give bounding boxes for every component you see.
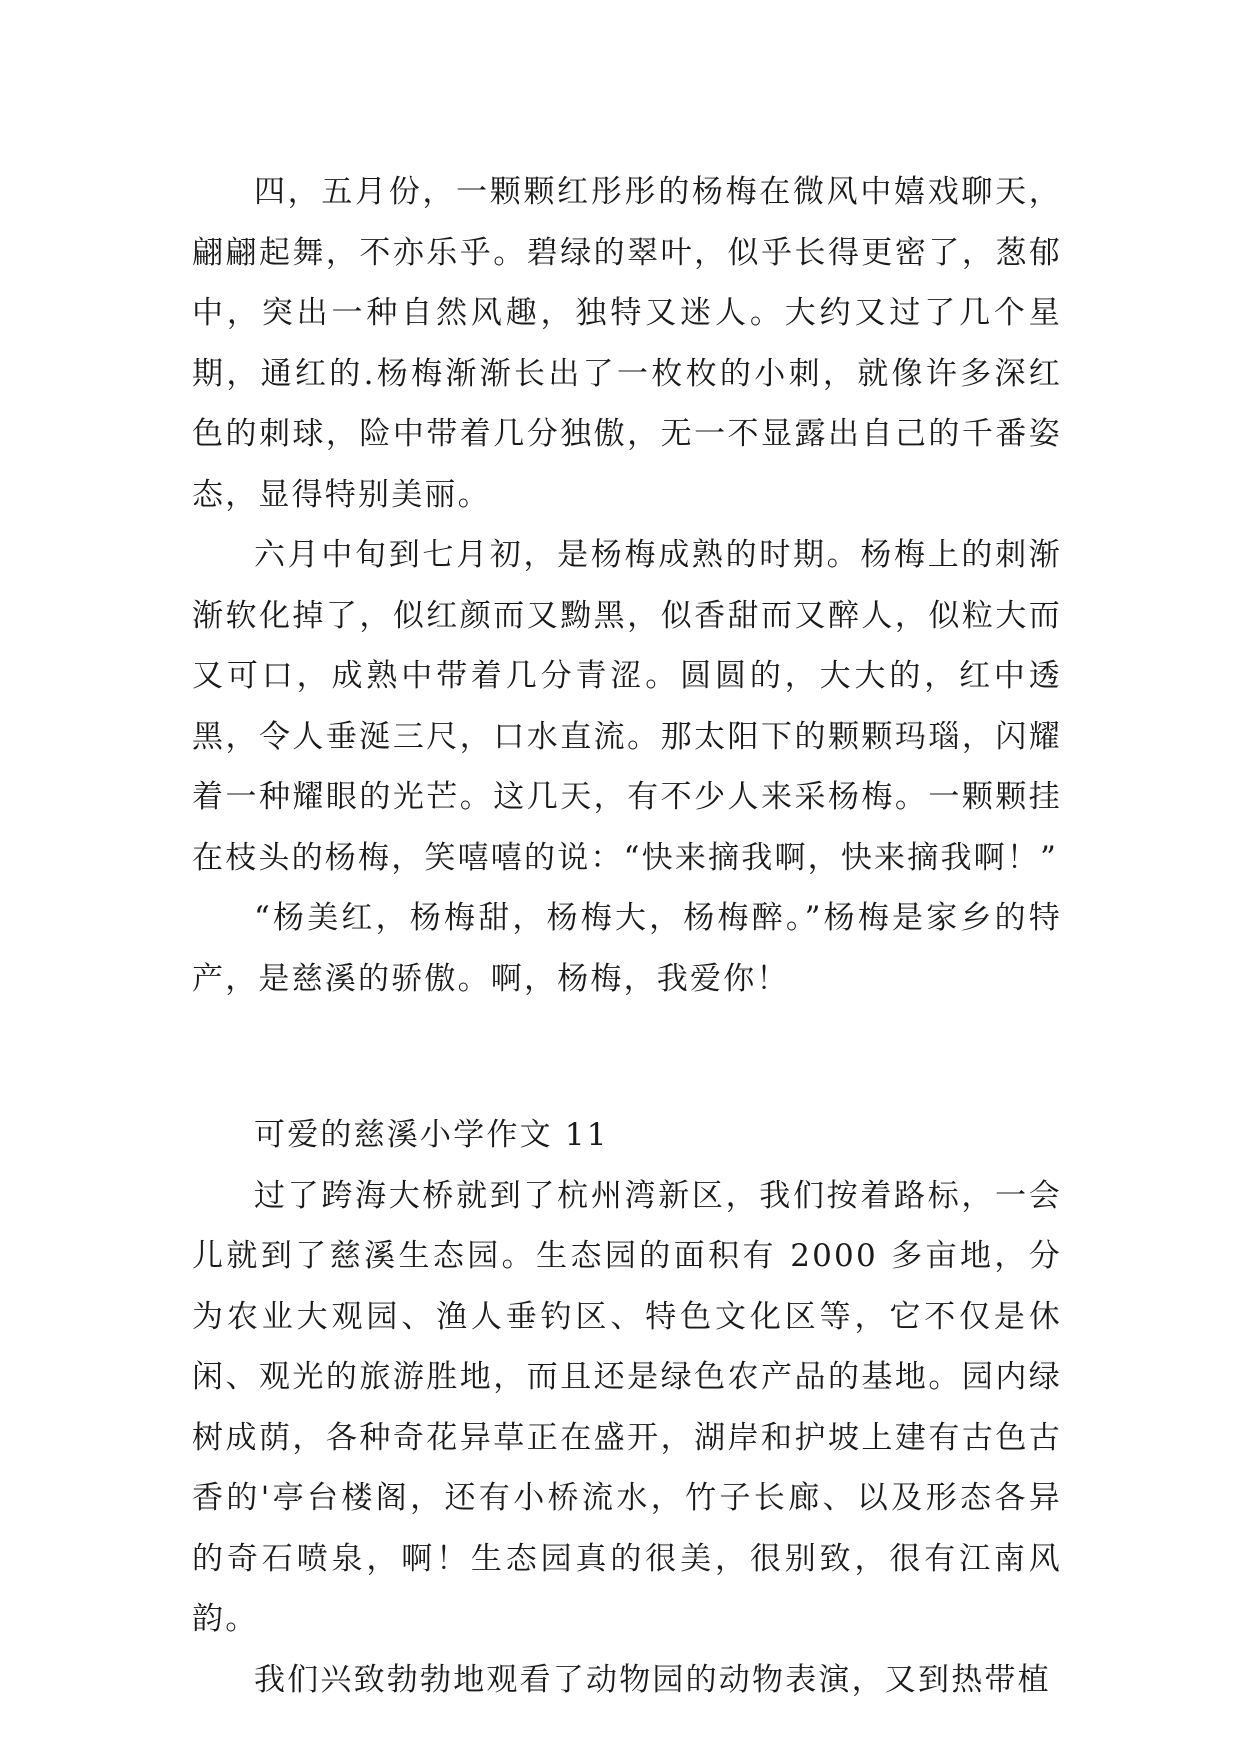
paragraph-bayberry-ripe: 六月中旬到七月初，是杨梅成熟的时期。杨梅上的刺渐渐软化掉了，似红颜而又黝黑，似香甜而又醉人，似粒大而又可口，成熟中带着几分青涩。圆圆的，大大的，红中透黑，令人垂涎三尺，口水直流。那太阳下的颗颗玛瑙，闪耀着一种耀眼的光芒。这几天，有不少人来采杨梅。一颗颗挂在枝头的杨梅，笑嘻嘻的说：“快来摘我啊，快来摘我啊！” xyxy=(192,537,1062,876)
section-title: 可爱的慈溪小学作文 11 xyxy=(254,1117,609,1153)
paragraph-animal-show: 我们兴致勃勃地观看了动物园的动物表演，又到热带植 xyxy=(254,1661,1051,1698)
paragraph-eco-park: 过了跨海大桥就到了杭州湾新区，我们按着路标，一会儿就到了慈溪生态园。生态园的面积有 2000 多亩地，分为农业大观园、渔人垂钓区、特色文化区等，它不仅是休闲、观光的旅游胜地，而且还是绿色农产品的基地。园内绿树成荫，各种奇花异草正在盛开，湖岸和护坡上建有古色古香的'亭台楼阁，还有小桥流水，竹子长廊、以及形态各异的奇石喷泉，啊！生态园真的很美，很别致，很有江南风韵。 xyxy=(192,1177,1062,1637)
paragraph-bayberry-pride: “杨美红，杨梅甜，杨梅大，杨梅醉。”杨梅是家乡的特产，是慈溪的骄傲。啊，杨梅，我爱你！ xyxy=(192,900,1062,997)
section-spacer xyxy=(192,1009,1062,1105)
paragraph-bayberry-spring: 四，五月份，一颗颗红彤彤的杨梅在微风中嬉戏聊天，翩翩起舞，不亦乐乎。碧绿的翠叶，似乎长得更密了，葱郁中，突出一种自然风趣，独特又迷人。大约又过了几个星期，通红的.杨梅渐渐长出了一枚枚的小刺，就像许多深红色的刺球，险中带着几分独傲，无一不显露出自己的千番姿态，显得特别美丽。 xyxy=(192,174,1062,513)
document-body xyxy=(192,162,1062,1710)
